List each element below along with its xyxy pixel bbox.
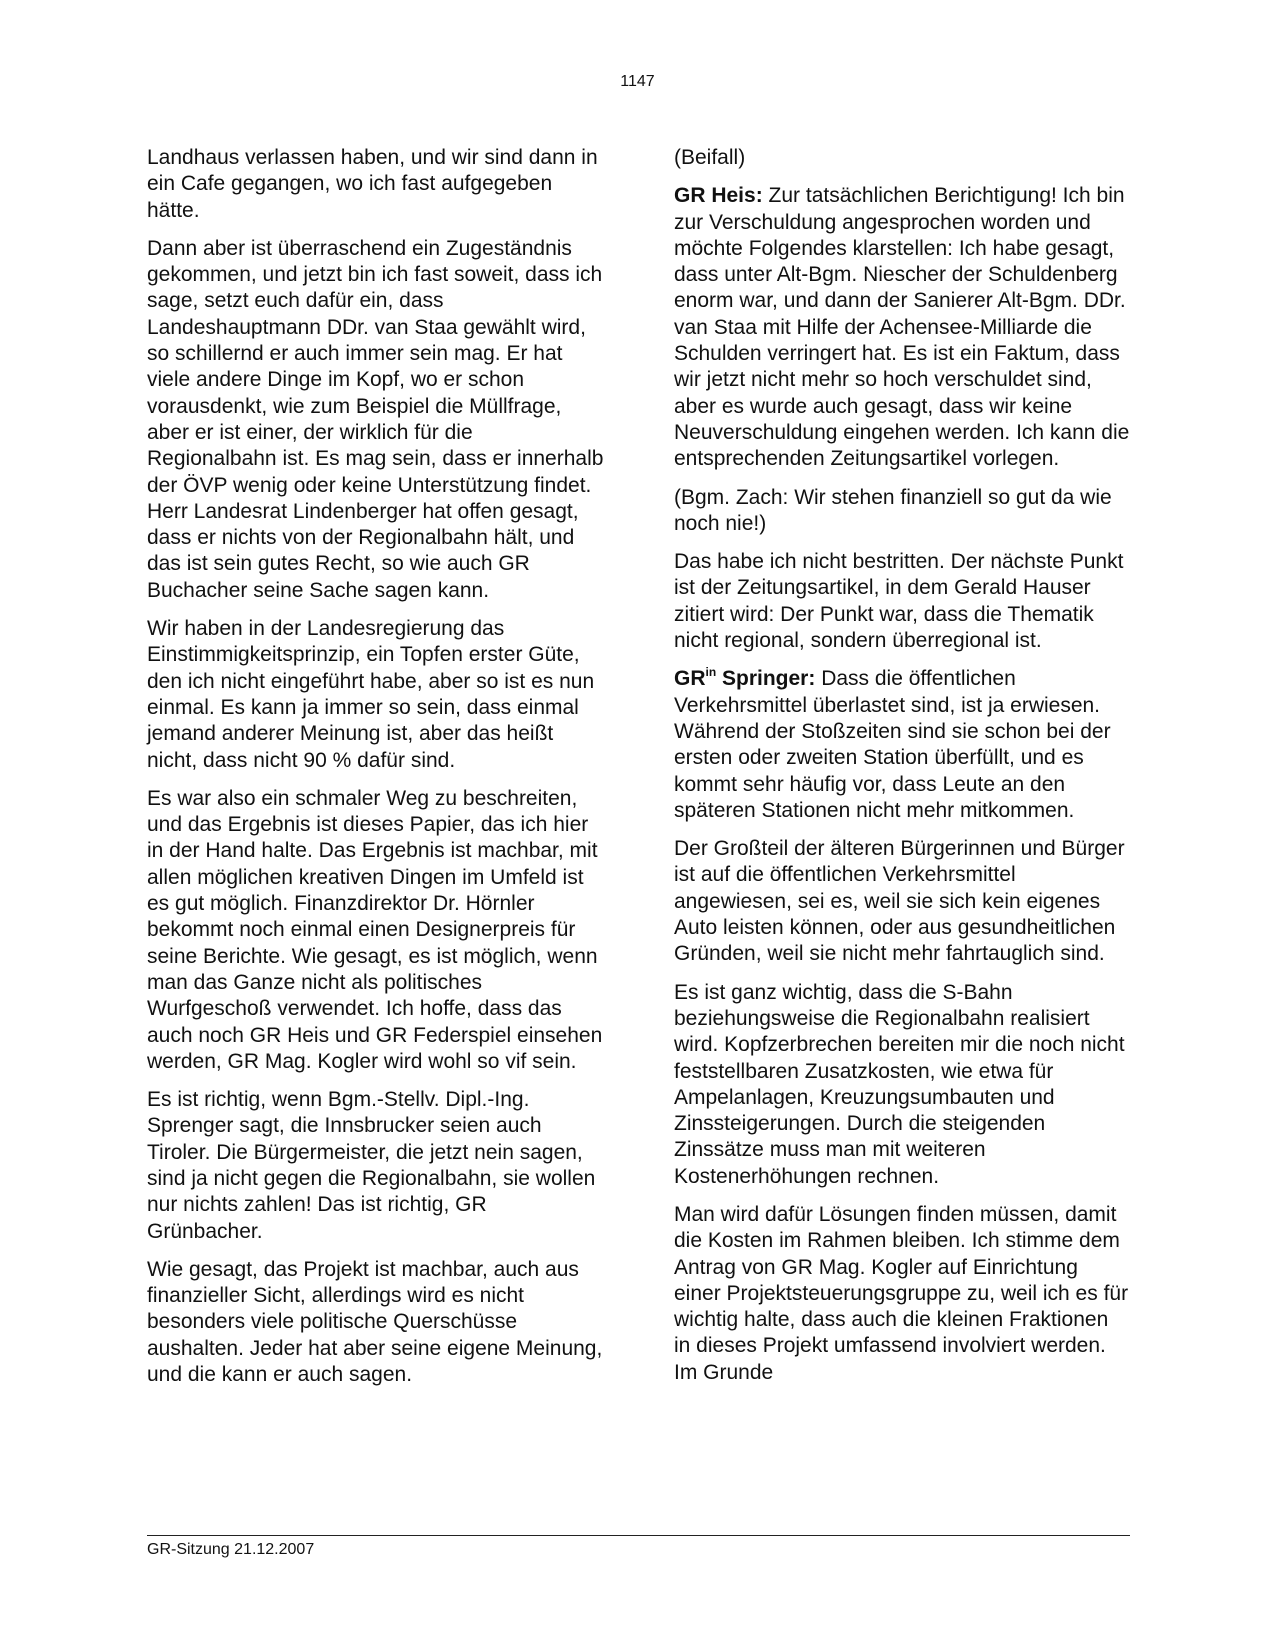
paragraph: Es ist ganz wichtig, dass die S-Bahn beziehungsweise die Regionalbahn realisiert wird. Kopfzerbrechen bereiten mir die noch nicht feststellbaren Zusatzkosten, wie etwa für Ampelanlagen, Kreuzungsumbauten und Zinssteigerungen. Durch die steigenden Zinssätze muss man mit weiteren Kostenerhöhungen rechnen. bbox=[674, 980, 1125, 1188]
applause-note: (Beifall) bbox=[674, 146, 746, 169]
speech-springer bbox=[674, 666, 1130, 824]
paragraph: Wie gesagt, das Projekt ist machbar, auch aus finanzieller Sicht, allerdings wird es nicht besonders viele politische Querschüsse aushalten. Jeder hat aber seine eigene Meinung, und die kann er auch sagen. bbox=[147, 1257, 603, 1387]
right-column bbox=[674, 145, 1130, 1398]
paragraph: Landhaus verlassen haben, und wir sind dann in ein Cafe gegangen, wo ich fast aufgegeben hätte. bbox=[147, 146, 598, 222]
speaker-name: GR Heis: bbox=[674, 184, 763, 208]
paragraph: Das habe ich nicht bestritten. Der nächste Punkt ist der Zeitungsartikel, in dem Gerald Hauser zitiert wird: Der Punkt war, dass die Thematik nicht regional, sondern überregional ist. bbox=[674, 550, 1124, 653]
speaker-name bbox=[674, 667, 815, 690]
footer-text: GR-Sitzung 21.12.2007 bbox=[147, 1541, 315, 1558]
footer-divider bbox=[147, 1535, 1130, 1536]
paragraph: Man wird dafür Lösungen finden müssen, damit die Kosten im Rahmen bleiben. Ich stimme dem Antrag von GR Mag. Kogler auf Einrichtung einer Projektsteuerungsgruppe zu, weil ich es für wichtig halte, dass auch die kleinen Fraktionen in dieses Projekt umfassend involviert werden. Im Grunde bbox=[674, 1202, 1129, 1384]
speech-text: Dass die öffentlichen Verkehrsmittel überlastet sind, ist ja erwiesen. Während der Stoßzeiten sind sie schon bei der ersten oder zweiten Station überfüllt, und es kommt sehr häufig vor, dass Leute an den späteren Stationen nicht mehr mitkommen. bbox=[674, 667, 1111, 822]
paragraph: Der Großteil der älteren Bürgerinnen und Bürger ist auf die öffentlichen Verkehrsmittel angewiesen, sei es, weil sie sich kein eigenes Auto leisten können, oder aus gesundheitlichen Gründen, weil sie nicht mehr fahrtauglich sind. bbox=[674, 837, 1125, 966]
paragraph: Dann aber ist überraschend ein Zugeständnis gekommen, und jetzt bin ich fast soweit, dass ich sage, setzt euch dafür ein, dass Landeshauptmann DDr. van Staa gewählt wird, so schillernd er auch immer sein mag. Er hat viele andere Dinge im Kopf, wo er schon vorausdenkt, wie zum Beispiel die Müllfrage, aber er ist einer, der wirklich für die Regionalbahn ist. Es mag sein, dass er innerhalb der ÖVP wenig oder keine Unterstützung findet. Herr Landesrat Lindenberger hat offen gesagt, dass er nichts von der Regionalbahn hält, und das ist sein gutes Recht, so wie auch GR Buchacher seine Sache sagen kann. bbox=[147, 236, 604, 602]
page-number: 1147 bbox=[620, 73, 655, 90]
paragraph: Es ist richtig, wenn Bgm.-Stellv. Dipl.-Ing. Sprenger sagt, die Innsbrucker seien auch Tiroler. Die Bürgermeister, die jetzt nein sagen, sind ja nicht gegen die Regionalbahn, sie wollen nur nichts zahlen! Das ist richtig, GR Grünbacher. bbox=[147, 1088, 596, 1243]
speech-text: Zur tatsächlichen Berichtigung! Ich bin zur Verschuldung angesprochen worden und möchte Folgendes klarstellen: Ich habe gesagt, dass unter Alt-Bgm. Niescher der Schuldenberg enorm war, und dann der Sanierer Alt-Bgm. DDr. van Staa mit Hilfe der Achensee-Milliarde die Schulden verringert hat. Es ist ein Faktum, dass wir jetzt nicht mehr so hoch verschuldet sind, aber es wurde auch gesagt, dass wir keine Neuverschuldung eingehen werden. Ich kann die entsprechenden Zeitungsartikel vorlegen. bbox=[674, 184, 1130, 471]
speech-heis bbox=[674, 183, 1130, 472]
interjection: (Bgm. Zach: Wir stehen finanziell so gut da wie noch nie!) bbox=[674, 485, 1112, 535]
paragraph: Es war also ein schmaler Weg zu beschreiten, und das Ergebnis ist dieses Papier, das ich hier in der Hand halte. Das Ergebnis ist machbar, mit allen möglichen kreativen Dingen im Umfeld ist es gut möglich. Finanzdirektor Dr. Hörnler bekommt noch einmal einen Designerpreis für seine Berichte. Wie gesagt, es ist möglich, wenn man das Ganze nicht als politisches Wurfgeschoß verwendet. Ich hoffe, dass das auch noch GR Heis und GR Federspiel einsehen werden, GR Mag. Kogler wird wohl so vif sein. bbox=[147, 786, 603, 1073]
paragraph: Wir haben in der Landesregierung das Einstimmigkeitsprinzip, ein Topfen erster Güte, den ich nicht eingeführt habe, aber so ist es nun einmal. Es kann ja immer so sein, dass einmal jemand anderer Meinung ist, aber das heißt nicht, dass nicht 90 % dafür sind. bbox=[147, 617, 595, 772]
speaker-prefix: GR bbox=[674, 667, 706, 691]
speaker-surname: Springer: bbox=[716, 667, 816, 691]
left-column bbox=[147, 145, 607, 1400]
speaker-superscript: in bbox=[705, 665, 717, 680]
